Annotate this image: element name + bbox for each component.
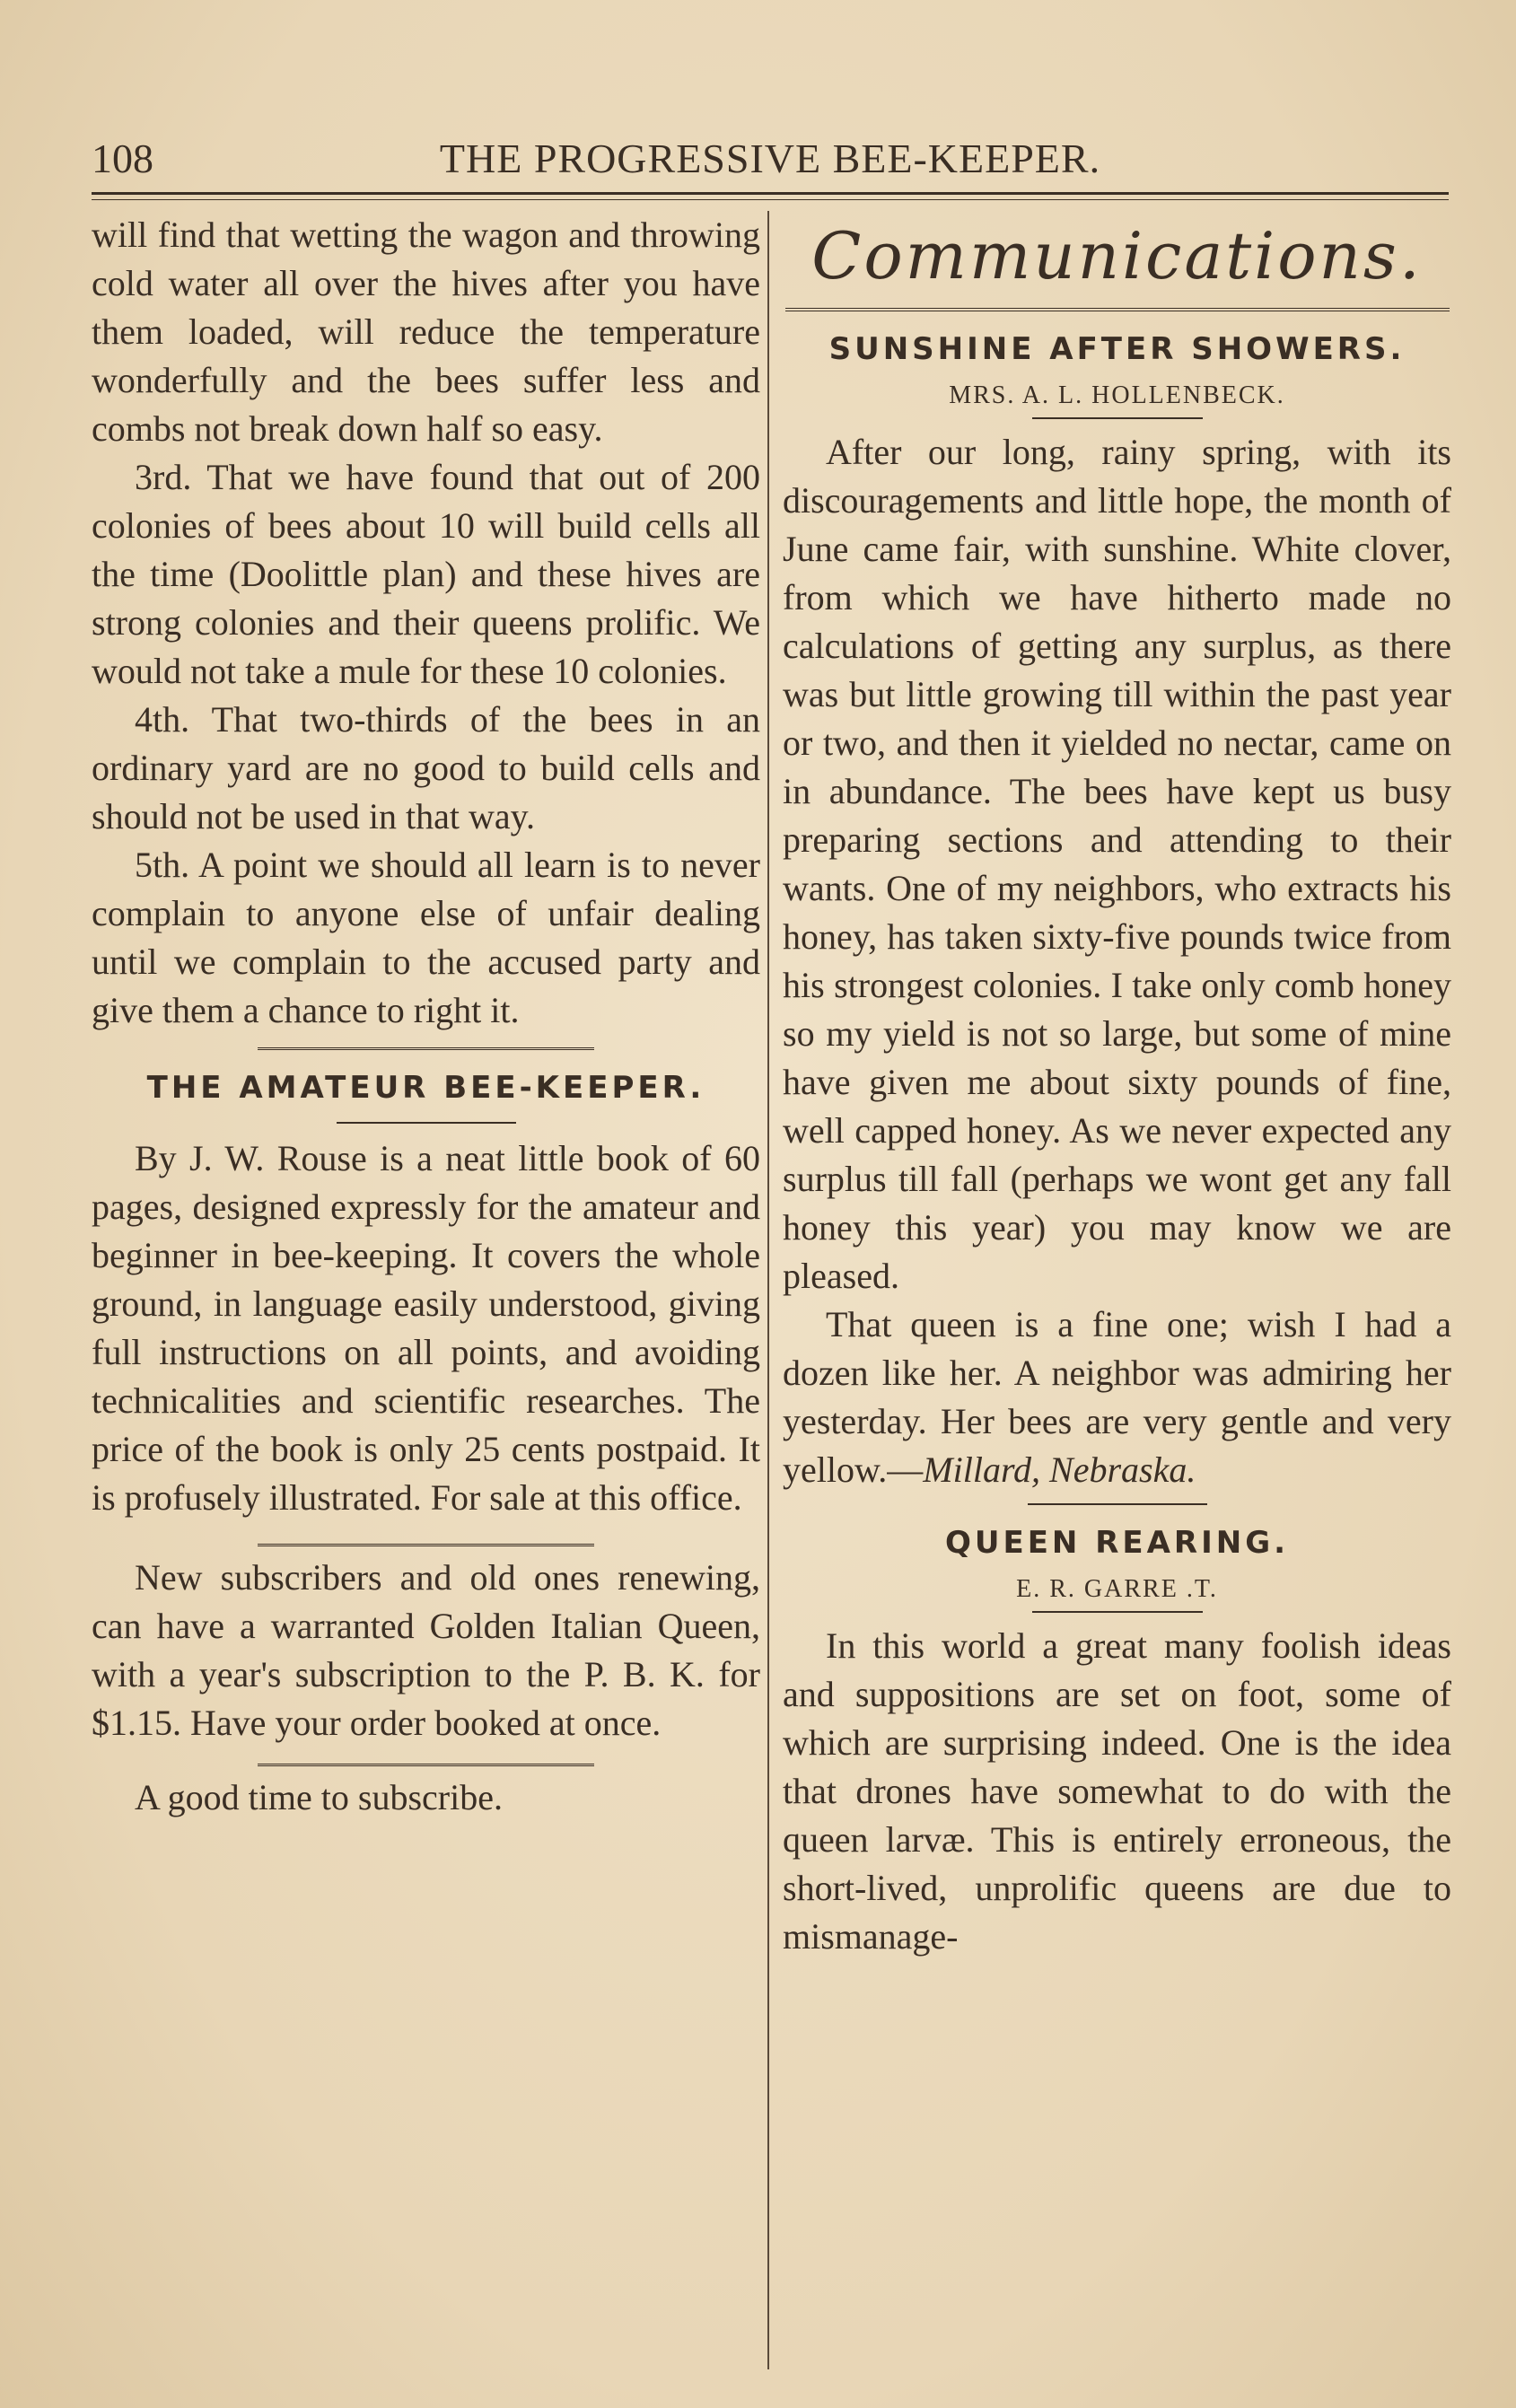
paragraph-fourth-point: 4th. That two-thirds of the bees in an ordinary yard are no good to build cells and should not be used in that way. — [92, 699, 760, 836]
heading-rule — [785, 308, 1450, 311]
byline-rule — [1032, 1611, 1203, 1613]
article-title: QUEEN REARING. — [944, 1525, 1290, 1561]
communications-heading: Communications. — [811, 218, 1423, 293]
page-number: 108 — [92, 136, 153, 181]
running-title: THE PROGRESSIVE BEE-KEEPER. — [439, 136, 1101, 181]
good-time-text: A good time to subscribe. — [135, 1777, 503, 1817]
subscribers-text: New subscribers and old ones renewing, can have a warranted Golden Italian Queen, with a year's subscription to the P. B. K. for $1.15. Have your order booked at once. — [92, 1557, 760, 1743]
article-byline: MRS. A. L. HOLLENBECK. — [949, 381, 1285, 409]
section-divider — [1028, 1503, 1207, 1505]
column-divider — [767, 211, 769, 2369]
article-byline: E. R. GARRE .T. — [1016, 1575, 1218, 1603]
paragraph-continuation: will find that wetting the wagon and throwing cold water all over the hives after you have them loaded, will reduce the temperature wonderfully and the bees suffer less and combs not break down half so easy. — [92, 215, 760, 449]
byline-rule — [1032, 417, 1203, 419]
left-column — [92, 211, 760, 1822]
section-divider — [258, 1764, 594, 1766]
article-paragraph: After our long, rainy spring, with its discouragements and little hope, the month of June came fair, with sunshine. White clover, from which we have hitherto made no calculations of getting any surplus, as there was but little growing till within the past year or two, and then it yielded no nectar, came on in abundance. The bees have kept us busy preparing sections and attending to their wants. One of my neighbors, who extracts his honey, has taken sixty-five pounds twice from his strongest colonies. I take only comb honey so my yield is not so large, but some of mine have given me about sixty pounds of fine, well capped honey. As we never expected any surplus till fall (perhaps we wont get any fall honey this year) you may know we are pleased. — [783, 432, 1451, 1296]
article-paragraph: In this world a great many foolish ideas and suppositions are set on foot, some of which are surprising indeed. One is the idea that drones have somewhat to do with the queen larvæ. This is entirely erroneous, the short-lived, unprolific queens are due to mismanage- — [783, 1625, 1451, 1957]
right-column — [783, 211, 1451, 1961]
paragraph-third-point: 3rd. That we have found that out of 200 colonies of bees about 10 will build cells all the time (Doolittle plan) and these hives are strong colonies and their queens prolific. We would not take a mule for these 10 colonies. — [92, 457, 760, 691]
amateur-text: By J. W. Rouse is a neat little book of 60 pages, designed expressly for the amateur and beginner in bee-keeping. It covers the whole ground, in language easily understood, giving full instructions on all points, and avoiding technicalities and scientific researches. The price of the book is only 25 cents postpaid. It is profusely illustrated. For sale at this office. — [92, 1138, 760, 1518]
article-title: SUNSHINE AFTER SHOWERS. — [828, 331, 1406, 367]
article-text: That queen is a fine one; wish I had a dozen like her. A neighbor was admiring her yesterday. Her bees are very gentle and very yellow.— — [783, 1304, 1451, 1490]
article-paragraph — [783, 1300, 1451, 1494]
header-rule — [92, 192, 1449, 195]
paragraph-fifth-point: 5th. A point we should all learn is to never complain to anyone else of unfair dealing until we complain to the accused party and give them a chance to right it. — [92, 845, 760, 1030]
header-rule-thin — [92, 199, 1449, 200]
page-header — [92, 135, 1449, 188]
signature: Millard, Nebraska. — [923, 1449, 1196, 1490]
section-divider — [258, 1047, 594, 1050]
amateur-title: THE AMATEUR BEE-KEEPER. — [146, 1070, 705, 1106]
section-divider — [258, 1544, 594, 1546]
title-underline — [337, 1122, 516, 1124]
